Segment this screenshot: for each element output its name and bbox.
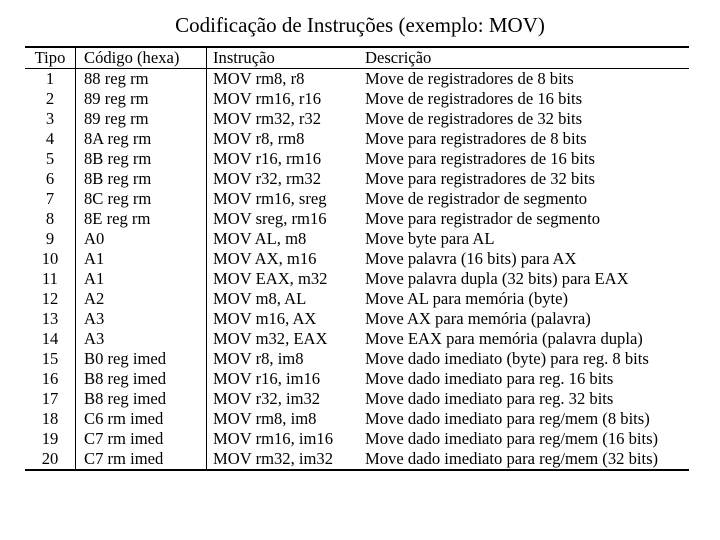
cell-tipo: 7 [25, 189, 76, 209]
cell-instrucao: MOV rm32, im32 [213, 449, 334, 468]
cell-instrucao: MOV r32, rm32 [213, 169, 322, 188]
cell-codigo: 8C reg rm [76, 189, 207, 209]
cell-codigo: C7 rm imed [76, 429, 207, 449]
table-row [25, 329, 689, 349]
cell-descricao: Move EAX para memória (palavra dupla) [365, 329, 643, 348]
cell-codigo: A3 [76, 309, 207, 329]
cell-descricao: Move para registradores de 16 bits [365, 149, 595, 168]
cell-codigo: B8 reg imed [76, 389, 207, 409]
cell-tipo: 4 [25, 129, 76, 149]
cell-codigo: B8 reg imed [76, 369, 207, 389]
table-row [25, 89, 689, 109]
table-row [25, 109, 689, 129]
cell-descricao: Move de registradores de 16 bits [365, 89, 583, 108]
cell-descricao: Move AL para memória (byte) [365, 289, 569, 308]
table-row [25, 149, 689, 169]
cell-descricao: Move AX para memória (palavra) [365, 309, 591, 328]
cell-instrucao: MOV m32, EAX [213, 329, 328, 348]
cell-instrucao: MOV rm8, r8 [213, 69, 305, 88]
table-row [25, 129, 689, 149]
cell-descricao: Move palavra (16 bits) para AX [365, 249, 577, 268]
cell-codigo: 8B reg rm [76, 149, 207, 169]
table-row [25, 409, 689, 429]
cell-tipo: 20 [25, 449, 76, 469]
table-row [25, 189, 689, 209]
cell-descricao: Move byte para AL [365, 229, 495, 248]
cell-codigo: 89 reg rm [76, 89, 207, 109]
cell-tipo: 16 [25, 369, 76, 389]
table-row [25, 229, 689, 249]
cell-codigo: A1 [76, 249, 207, 269]
instruction-table-grid [25, 48, 689, 469]
cell-tipo: 10 [25, 249, 76, 269]
cell-tipo: 6 [25, 169, 76, 189]
cell-descricao: Move palavra dupla (32 bits) para EAX [365, 269, 629, 288]
cell-instrucao: MOV m16, AX [213, 309, 317, 328]
table-row [25, 269, 689, 289]
cell-codigo: A0 [76, 229, 207, 249]
cell-tipo: 5 [25, 149, 76, 169]
header-tipo: Tipo [25, 48, 76, 69]
cell-instrucao: MOV rm16, im16 [213, 429, 334, 448]
cell-descricao: Move de registradores de 8 bits [365, 69, 574, 88]
cell-instrucao: MOV r8, im8 [213, 349, 304, 368]
cell-instrucao: MOV EAX, m32 [213, 269, 328, 288]
cell-descricao: Move dado imediato para reg/mem (32 bits) [365, 449, 659, 468]
cell-instrucao: MOV rm16, r16 [213, 89, 322, 108]
cell-tipo: 9 [25, 229, 76, 249]
cell-tipo: 11 [25, 269, 76, 289]
cell-descricao: Move dado imediato (byte) para reg. 8 bits [365, 349, 649, 368]
cell-tipo: 19 [25, 429, 76, 449]
cell-instrucao: MOV m8, AL [213, 289, 307, 308]
cell-instrucao: MOV rm16, sreg [213, 189, 327, 208]
table-row [25, 349, 689, 369]
instruction-table [25, 46, 689, 471]
header-instrucao: Instrução [207, 48, 364, 69]
cell-tipo: 18 [25, 409, 76, 429]
table-row [25, 169, 689, 189]
cell-tipo: 17 [25, 389, 76, 409]
cell-tipo: 8 [25, 209, 76, 229]
header-codigo: Código (hexa) [76, 48, 207, 69]
cell-codigo: C6 rm imed [76, 409, 207, 429]
cell-tipo: 2 [25, 89, 76, 109]
cell-instrucao: MOV rm32, r32 [213, 109, 322, 128]
cell-codigo: A2 [76, 289, 207, 309]
cell-tipo: 15 [25, 349, 76, 369]
table-row [25, 309, 689, 329]
cell-descricao: Move dado imediato para reg. 32 bits [365, 389, 614, 408]
cell-codigo: 88 reg rm [76, 69, 207, 90]
table-row [25, 429, 689, 449]
table-row [25, 209, 689, 229]
cell-tipo: 12 [25, 289, 76, 309]
header-descricao: Descrição [363, 48, 689, 69]
table-row [25, 369, 689, 389]
table-row [25, 289, 689, 309]
cell-tipo: 14 [25, 329, 76, 349]
cell-tipo: 13 [25, 309, 76, 329]
cell-instrucao: MOV AL, m8 [213, 229, 307, 248]
cell-codigo: C7 rm imed [76, 449, 207, 469]
cell-codigo: B0 reg imed [76, 349, 207, 369]
cell-instrucao: MOV r32, im32 [213, 389, 321, 408]
cell-descricao: Move para registradores de 32 bits [365, 169, 595, 188]
table-row [25, 389, 689, 409]
cell-codigo: 89 reg rm [76, 109, 207, 129]
cell-descricao: Move de registradores de 32 bits [365, 109, 583, 128]
table-row [25, 249, 689, 269]
cell-codigo: A3 [76, 329, 207, 349]
cell-instrucao: MOV r8, rm8 [213, 129, 305, 148]
cell-descricao: Move para registradores de 8 bits [365, 129, 587, 148]
table-row [25, 69, 689, 90]
cell-codigo: 8A reg rm [76, 129, 207, 149]
cell-codigo: 8B reg rm [76, 169, 207, 189]
cell-instrucao: MOV rm8, im8 [213, 409, 317, 428]
cell-instrucao: MOV r16, im16 [213, 369, 321, 388]
cell-instrucao: MOV r16, rm16 [213, 149, 322, 168]
cell-descricao: Move para registrador de segmento [365, 209, 600, 228]
cell-descricao: Move de registrador de segmento [365, 189, 588, 208]
table-header-row [25, 48, 689, 69]
cell-instrucao: MOV sreg, rm16 [213, 209, 327, 228]
cell-codigo: 8E reg rm [76, 209, 207, 229]
cell-tipo: 1 [25, 69, 76, 90]
cell-codigo: A1 [76, 269, 207, 289]
cell-descricao: Move dado imediato para reg/mem (16 bits) [365, 429, 659, 448]
cell-instrucao: MOV AX, m16 [213, 249, 317, 268]
cell-tipo: 3 [25, 109, 76, 129]
table-row [25, 449, 689, 469]
cell-descricao: Move dado imediato para reg. 16 bits [365, 369, 614, 388]
cell-descricao: Move dado imediato para reg/mem (8 bits) [365, 409, 650, 428]
page-title: Codificação de Instruções (exemplo: MOV) [175, 13, 545, 37]
